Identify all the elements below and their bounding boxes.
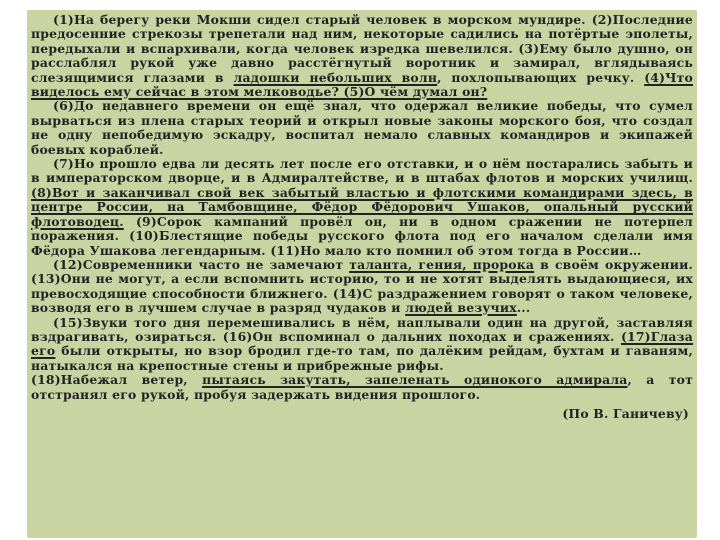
text-fragment: (12)Современники часто не замечают — [53, 256, 350, 272]
paragraph-2: (6)До недавнего времени он ещё знал, что одержал великие победы, что сумел вырваться из плена старых теорий и открыл новые законы морского боя, что создал не одну непобедимую эскадру, воспитал немало славных командиров и экипажей боевых кораблей. — [31, 98, 693, 157]
text-body — [31, 13, 693, 421]
text-fragment: (1)На берегу реки Мокши сидел старый человек в морском мундире. (2)Последние предосенние стрекозы трепетали над ним, некоторые садились на потёртые эполеты, передыхали и вспархивали, когда человек изредка шевелился. (3)Ему было душно, он расслаблял рукой уже давно расстёгнутый воротник и замирал, вглядываясь слезящимися глазами в — [31, 12, 693, 85]
text-fragment: (18)Набежал ветер, — [31, 372, 203, 388]
paragraph-5 — [31, 316, 693, 374]
text-fragment: были открыты, но взор бродил где-то там, по далёким рейдам, бухтам и гаваням, натыкался на крепостные стены и прибрежные рифы. — [31, 343, 693, 373]
text-fragment: в своём окружении. (13)Они не могут, а если вспомнить историю, то и не хотят выделять выдающиеся, их превосходящие способности ближнего. (14)С раздражением говорят о таком человеке, возводя его в лучшем случае в разряд чудаков и — [31, 256, 693, 316]
text-fragment: , похлопывающих речку. — [437, 69, 645, 85]
underlined-fragment: людей везучих — [405, 300, 517, 316]
underlined-fragment: таланта, гения, пророка — [349, 256, 535, 272]
underlined-fragment: (17)Глаза его — [31, 328, 693, 359]
paragraph-4 — [31, 258, 693, 316]
text-fragment: , а тот отстранял его рукой, пробуя задержать видения прошлого. — [31, 372, 693, 402]
underlined-fragment: (8)Вот и заканчивал свой век забытый властью и флотскими командирами здесь, в центре России, на Тамбовщине, Фёдор Фёдорович Ушаков, опальный русский флотоводец. — [31, 184, 693, 229]
paragraph-3 — [31, 157, 693, 258]
author-attribution: (По В. Ганичеву) — [562, 405, 689, 421]
text-fragment: (9)Сорок кампаний провёл он, ни в одном сражении не потерпел поражения. (10)Блестящие победы русского флота под его началом сделали имя Фёдора Ушакова легендарным. (11)Но мало кто помнил об этом тогда в России… — [31, 213, 693, 258]
text-fragment: ... — [516, 300, 531, 316]
underlined-fragment: пытаясь закутать, запеленать одинокого адмирала — [202, 372, 628, 388]
text-fragment: (15)Звуки того дня перемешивались в нём, наплывали один на другой, заставляя вздрагивать, озираться. (16)Он вспоминал о дальних походах и сражениях. — [31, 314, 693, 344]
paragraph-1 — [31, 13, 693, 99]
paragraph-6 — [31, 373, 693, 402]
underlined-fragment: ладошки небольших волн — [233, 69, 438, 85]
underlined-fragment: (4)Что виделось ему сейчас в этом мелководье? (5)О чём думал он? — [31, 69, 693, 100]
text-fragment: (7)Но прошло едва ли десять лет после его отставки, и о нём постарались забыть и в императорском дворце, и в Адмиралтействе, и в штабах флотов и морских училищ. — [31, 156, 693, 186]
